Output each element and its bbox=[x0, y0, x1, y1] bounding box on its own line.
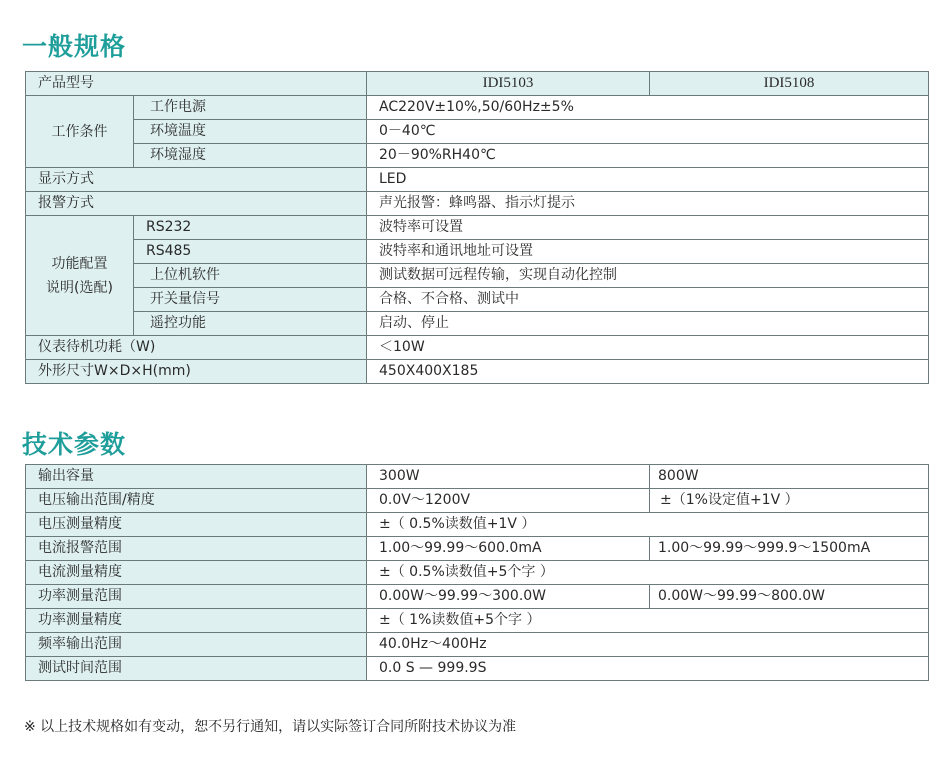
tech-row-value-b: 1.00～99.99～999.9～1500mA bbox=[650, 537, 929, 561]
temp-value: 0－40℃ bbox=[367, 120, 929, 144]
tech-row-label: 电流报警范围 bbox=[26, 537, 367, 561]
tech-row-value-span: ±（ 0.5%读数值+5个字 ） bbox=[367, 561, 929, 585]
tech-row-value-b: ±（1%设定值+1V ） bbox=[650, 489, 929, 513]
tech-row-label: 功率测量精度 bbox=[26, 609, 367, 633]
model-header-label: 产品型号 bbox=[26, 72, 367, 96]
rs485-value: 波特率和通讯地址可设置 bbox=[367, 240, 929, 264]
standby-power-label: 仪表待机功耗（W) bbox=[26, 336, 367, 360]
humidity-label: 环境湿度 bbox=[134, 144, 367, 168]
tech-row-value-span: 0.0 S — 999.9S bbox=[367, 657, 929, 681]
general-spec-table bbox=[25, 71, 929, 384]
tech-row-value-span: ±（ 1%读数值+5个字 ） bbox=[367, 609, 929, 633]
table-row bbox=[26, 240, 929, 264]
tech-row-label: 测试时间范围 bbox=[26, 657, 367, 681]
table-row bbox=[26, 633, 929, 657]
table-row bbox=[26, 192, 929, 216]
switch-signal-label: 开关量信号 bbox=[134, 288, 367, 312]
footnote: ※ 以上技术规格如有变动，恕不另行通知，请以实际签订合同所附技术协议为准 bbox=[24, 719, 517, 735]
tech-row-value-a: 0.0V～1200V bbox=[367, 489, 650, 513]
table-row bbox=[26, 168, 929, 192]
table-row bbox=[26, 288, 929, 312]
tech-row-label: 电流测量精度 bbox=[26, 561, 367, 585]
tech-row-label: 电压测量精度 bbox=[26, 513, 367, 537]
table-row bbox=[26, 609, 929, 633]
conditions-label: 工作条件 bbox=[26, 96, 134, 168]
temp-label: 环境温度 bbox=[134, 120, 367, 144]
tech-spec-title: 技术参数 bbox=[22, 430, 127, 459]
tech-row-value-span: ±（ 0.5%读数值+1V ） bbox=[367, 513, 929, 537]
rs232-value: 波特率可设置 bbox=[367, 216, 929, 240]
table-row bbox=[26, 657, 929, 681]
table-row bbox=[26, 72, 929, 96]
table-row bbox=[26, 489, 929, 513]
host-software-value: 测试数据可远程传输，实现自动化控制 bbox=[367, 264, 929, 288]
function-config-label-line1: 功能配置 bbox=[51, 255, 108, 272]
rs232-label: RS232 bbox=[134, 216, 367, 240]
tech-row-label: 功率测量范围 bbox=[26, 585, 367, 609]
tech-row-value-a: 1.00～99.99～600.0mA bbox=[367, 537, 650, 561]
tech-row-label: 频率输出范围 bbox=[26, 633, 367, 657]
tech-row-value-a: 0.00W～99.99～300.0W bbox=[367, 585, 650, 609]
tech-row-value-span: 40.0Hz～400Hz bbox=[367, 633, 929, 657]
table-row bbox=[26, 96, 929, 120]
table-row bbox=[26, 336, 929, 360]
display-label: 显示方式 bbox=[26, 168, 367, 192]
function-config-label-line2: 说明(选配) bbox=[46, 279, 113, 296]
table-row bbox=[26, 561, 929, 585]
tech-row-label: 输出容量 bbox=[26, 465, 367, 489]
table-row bbox=[26, 585, 929, 609]
table-row bbox=[26, 216, 929, 240]
model-a-header: IDI5103 bbox=[367, 72, 650, 96]
dimensions-value: 450X400X185 bbox=[367, 360, 929, 384]
table-row bbox=[26, 465, 929, 489]
remote-control-value: 启动、停止 bbox=[367, 312, 929, 336]
table-row bbox=[26, 264, 929, 288]
tech-row-label: 电压输出范围/精度 bbox=[26, 489, 367, 513]
humidity-value: 20－90%RH40℃ bbox=[367, 144, 929, 168]
model-b-header: IDI5108 bbox=[650, 72, 929, 96]
rs485-label: RS485 bbox=[134, 240, 367, 264]
table-row bbox=[26, 120, 929, 144]
tech-row-value-b: 0.00W～99.99～800.0W bbox=[650, 585, 929, 609]
power-label: 工作电源 bbox=[134, 96, 367, 120]
table-row bbox=[26, 144, 929, 168]
function-config-label bbox=[26, 216, 134, 336]
dimensions-label: 外形尺寸W×D×H(mm) bbox=[26, 360, 367, 384]
table-row bbox=[26, 312, 929, 336]
tech-spec-table bbox=[25, 464, 929, 681]
tech-row-value-a: 300W bbox=[367, 465, 650, 489]
tech-row-value-b: 800W bbox=[650, 465, 929, 489]
table-row bbox=[26, 537, 929, 561]
display-value: LED bbox=[367, 168, 929, 192]
power-value: AC220V±10%,50/60Hz±5% bbox=[367, 96, 929, 120]
alarm-label: 报警方式 bbox=[26, 192, 367, 216]
general-spec-title: 一般规格 bbox=[22, 32, 127, 61]
host-software-label: 上位机软件 bbox=[134, 264, 367, 288]
standby-power-value: ＜10W bbox=[367, 336, 929, 360]
table-row bbox=[26, 513, 929, 537]
table-row bbox=[26, 360, 929, 384]
remote-control-label: 遥控功能 bbox=[134, 312, 367, 336]
alarm-value: 声光报警：蜂鸣器、指示灯提示 bbox=[367, 192, 929, 216]
switch-signal-value: 合格、不合格、测试中 bbox=[367, 288, 929, 312]
